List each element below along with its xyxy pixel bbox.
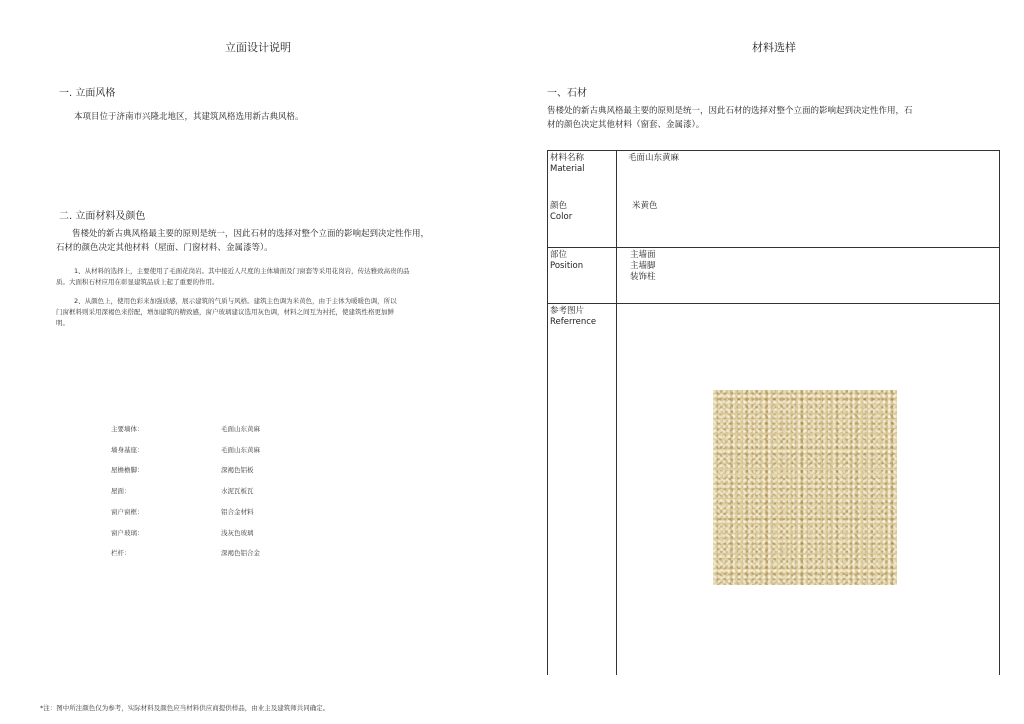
stone-intro (547, 104, 1002, 132)
spec-key: 主要墙体： (111, 425, 144, 433)
section2-point2-line3: 明。 (56, 319, 69, 327)
position-value: 主墙面 (630, 250, 656, 260)
material-label-en: Material (550, 164, 585, 174)
table-row-divider (548, 303, 999, 304)
position-value: 装饰柱 (630, 272, 656, 282)
spec-key: 窗户窗框： (111, 508, 144, 516)
section2-point2-line1: 2、从颜色上，使用色彩来加强质感，展示建筑的气质与风格。建筑主色调为米黄色，由于主体为暖暖色调，所以 (74, 297, 397, 305)
spec-row (111, 486, 331, 500)
position-label-cn: 部位 (550, 250, 568, 260)
color-label (550, 201, 572, 223)
stone-intro-line1: 售楼处的新古典风格最主要的原则是统一，因此石材的选择对整个立面的影响起到决定性作用，石 (547, 106, 913, 116)
section1-heading: 一. 立面风格 (59, 88, 116, 99)
spec-key: 屋面： (111, 487, 131, 495)
spec-key: 墙身基座： (111, 446, 144, 454)
spec-value: 深褐色铝板 (221, 466, 254, 474)
spec-row (111, 507, 331, 521)
footnote: *注：图中所注颜色仅为参考，实际材料及颜色应当材料供应商提供样品，由业主及建筑师共同确定。 (40, 704, 330, 712)
spec-value: 浅灰色玻璃 (221, 529, 254, 537)
stone-sample-image (713, 390, 897, 585)
section2-intro-line1: 售楼处的新古典风格最主要的原则是统一，因此石材的选择对整个立面的影响起到决定性作用， (72, 229, 430, 239)
spec-row (111, 548, 331, 562)
position-values (630, 250, 656, 283)
section2-intro (56, 227, 526, 255)
color-label-en: Color (550, 212, 573, 222)
spec-value: 深褐色铝合金 (221, 549, 260, 557)
reference-label-cn: 参考图片 (550, 306, 585, 316)
section2-point1-line1: 1、从材料的选择上，主要使用了毛面花岗岩。其中接近人尺度的主体墙面及门窗套等采用花岗岩，传达雅致高贵的品 (74, 267, 410, 275)
spec-row (111, 424, 331, 438)
section2-point1 (56, 266, 526, 288)
spec-key: 窗户玻璃： (111, 529, 144, 537)
position-value: 主墙脚 (630, 261, 656, 271)
table-column-divider (616, 151, 617, 675)
table-row-divider (548, 247, 999, 248)
position-label-en: Position (550, 261, 584, 271)
section2-point2 (56, 296, 526, 329)
section1-text: 本项目位于济南市兴隆北地区，其建筑风格选用新古典风格。 (74, 112, 304, 122)
section2-point2-line2: 门窗框料则采用深褐色来搭配，增加建筑的精致感，窗户玻璃建议选用灰色调，材料之间互为衬托，使建筑性格更加鲜 (56, 308, 394, 316)
stone-intro-line2: 材的颜色决定其他材料（窗套、金属漆）。 (547, 120, 705, 130)
color-value: 米黄色 (632, 201, 658, 211)
spec-value: 铝合金材料 (221, 508, 254, 516)
reference-label (550, 306, 596, 328)
color-label-cn: 颜色 (550, 201, 568, 211)
position-label (550, 250, 583, 272)
spec-row (111, 465, 331, 479)
stone-section-heading: 一、石材 (547, 88, 587, 99)
section2-heading: 二. 立面材料及颜色 (59, 211, 146, 222)
right-page-title: 材料选样 (752, 41, 796, 54)
material-value: 毛面山东黄麻 (628, 153, 680, 163)
spec-value: 毛面山东黄麻 (221, 446, 260, 454)
section2-intro-line2: 石材的颜色决定其他材料（屋面、门窗材料、金属漆等）。 (56, 243, 273, 253)
material-label-cn: 材料名称 (550, 153, 585, 163)
spec-key: 屋檐檐脚： (111, 466, 144, 474)
spec-row (111, 445, 331, 459)
spec-value: 水泥瓦板瓦 (221, 487, 254, 495)
section2-point1-line2: 质。大面积石材应用在彰显建筑品质上起了重要的作用。 (56, 278, 219, 286)
spec-row (111, 528, 331, 542)
spec-key: 栏杆： (111, 549, 131, 557)
reference-label-en: Referrence (550, 317, 597, 327)
material-label (550, 153, 585, 175)
spec-value: 毛面山东黄麻 (221, 425, 260, 433)
left-page-title: 立面设计说明 (225, 41, 291, 54)
